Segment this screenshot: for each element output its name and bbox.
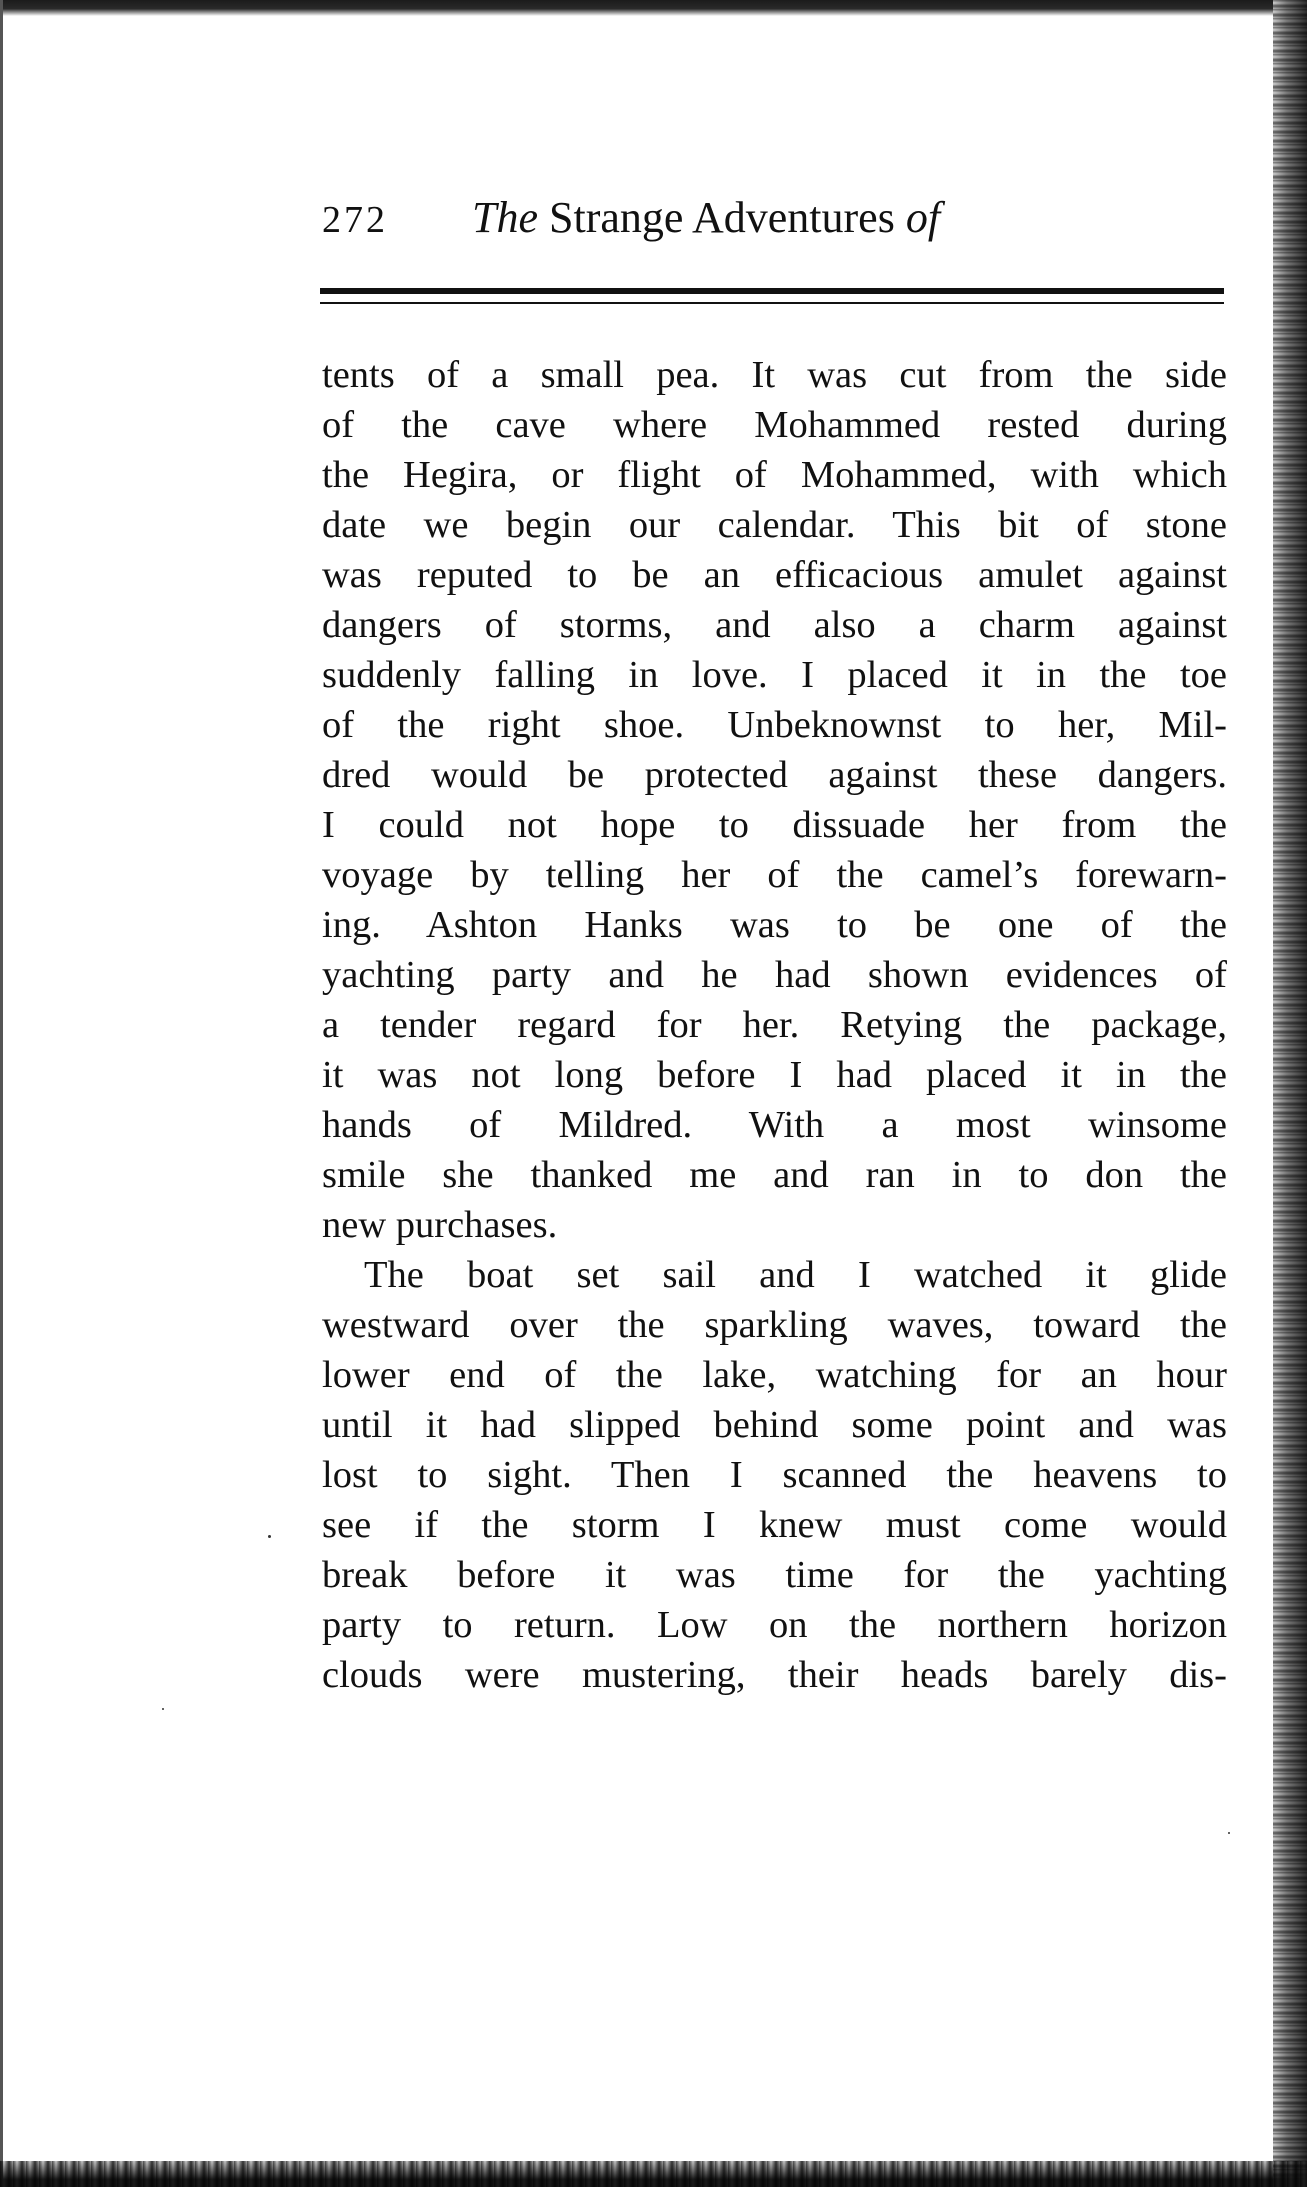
text-line: hands of Mildred. With a most winsome [322, 1104, 1227, 1146]
running-header [322, 193, 1227, 258]
running-title [472, 192, 940, 243]
text-line: lower end of the lake, watching for an hour [322, 1354, 1227, 1396]
body-text [322, 350, 1227, 1700]
scan-speck [268, 1535, 271, 1538]
paragraph-start-line: The boat set sail and I watched it glide [364, 1254, 1227, 1296]
scan-bottom-edge [0, 2161, 1307, 2187]
text-line: date we begin our calendar. This bit of stone [322, 504, 1227, 546]
text-line: clouds were mustering, their heads barely dis- [322, 1654, 1227, 1696]
running-title-of: of [905, 193, 941, 242]
text-line: of the right shoe. Unbeknownst to her, Mil- [322, 704, 1227, 746]
text-line: party to return. Low on the northern horizon [322, 1604, 1227, 1646]
scan-speck [1228, 1832, 1230, 1834]
text-line: lost to sight. Then I scanned the heavens to [322, 1454, 1227, 1496]
text-line: yachting party and he had shown evidences of [322, 954, 1227, 996]
text-line: dangers of storms, and also a charm against [322, 604, 1227, 646]
text-line: of the cave where Mohammed rested during [322, 404, 1227, 446]
text-line: I could not hope to dissuade her from the [322, 804, 1227, 846]
text-line: until it had slipped behind some point and was [322, 1404, 1227, 1446]
header-rule-thin [320, 302, 1224, 304]
text-line: see if the storm I knew must come would [322, 1504, 1227, 1546]
text-line: dred would be protected against these dangers. [322, 754, 1227, 796]
scan-top-edge [0, 0, 1307, 16]
text-line: smile she thanked me and ran in to don the [322, 1154, 1227, 1196]
text-line: ing. Ashton Hanks was to be one of the [322, 904, 1227, 946]
text-line: tents of a small pea. It was cut from the side [322, 354, 1227, 396]
text-line: voyage by telling her of the camel’s forewarn- [322, 854, 1227, 896]
page-number: 272 [322, 199, 388, 241]
text-line: westward over the sparkling waves, toward the [322, 1304, 1227, 1346]
text-line: was reputed to be an efficacious amulet against [322, 554, 1227, 596]
text-line: break before it was time for the yachting [322, 1554, 1227, 1596]
scan-right-edge [1273, 0, 1307, 2187]
scan-left-edge [0, 0, 3, 2187]
running-title-main: Strange Adventures [549, 193, 895, 242]
text-line: it was not long before I had placed it in the [322, 1054, 1227, 1096]
text-line: the Hegira, or flight of Mohammed, with which [322, 454, 1227, 496]
text-line: a tender regard for her. Retying the package, [322, 1004, 1227, 1046]
paragraph-end-line: new purchases. [322, 1204, 558, 1246]
header-rule-thick [320, 288, 1224, 294]
scan-speck [162, 1708, 164, 1710]
text-line: suddenly falling in love. I placed it in the toe [322, 654, 1227, 696]
running-title-the: The [472, 193, 538, 242]
